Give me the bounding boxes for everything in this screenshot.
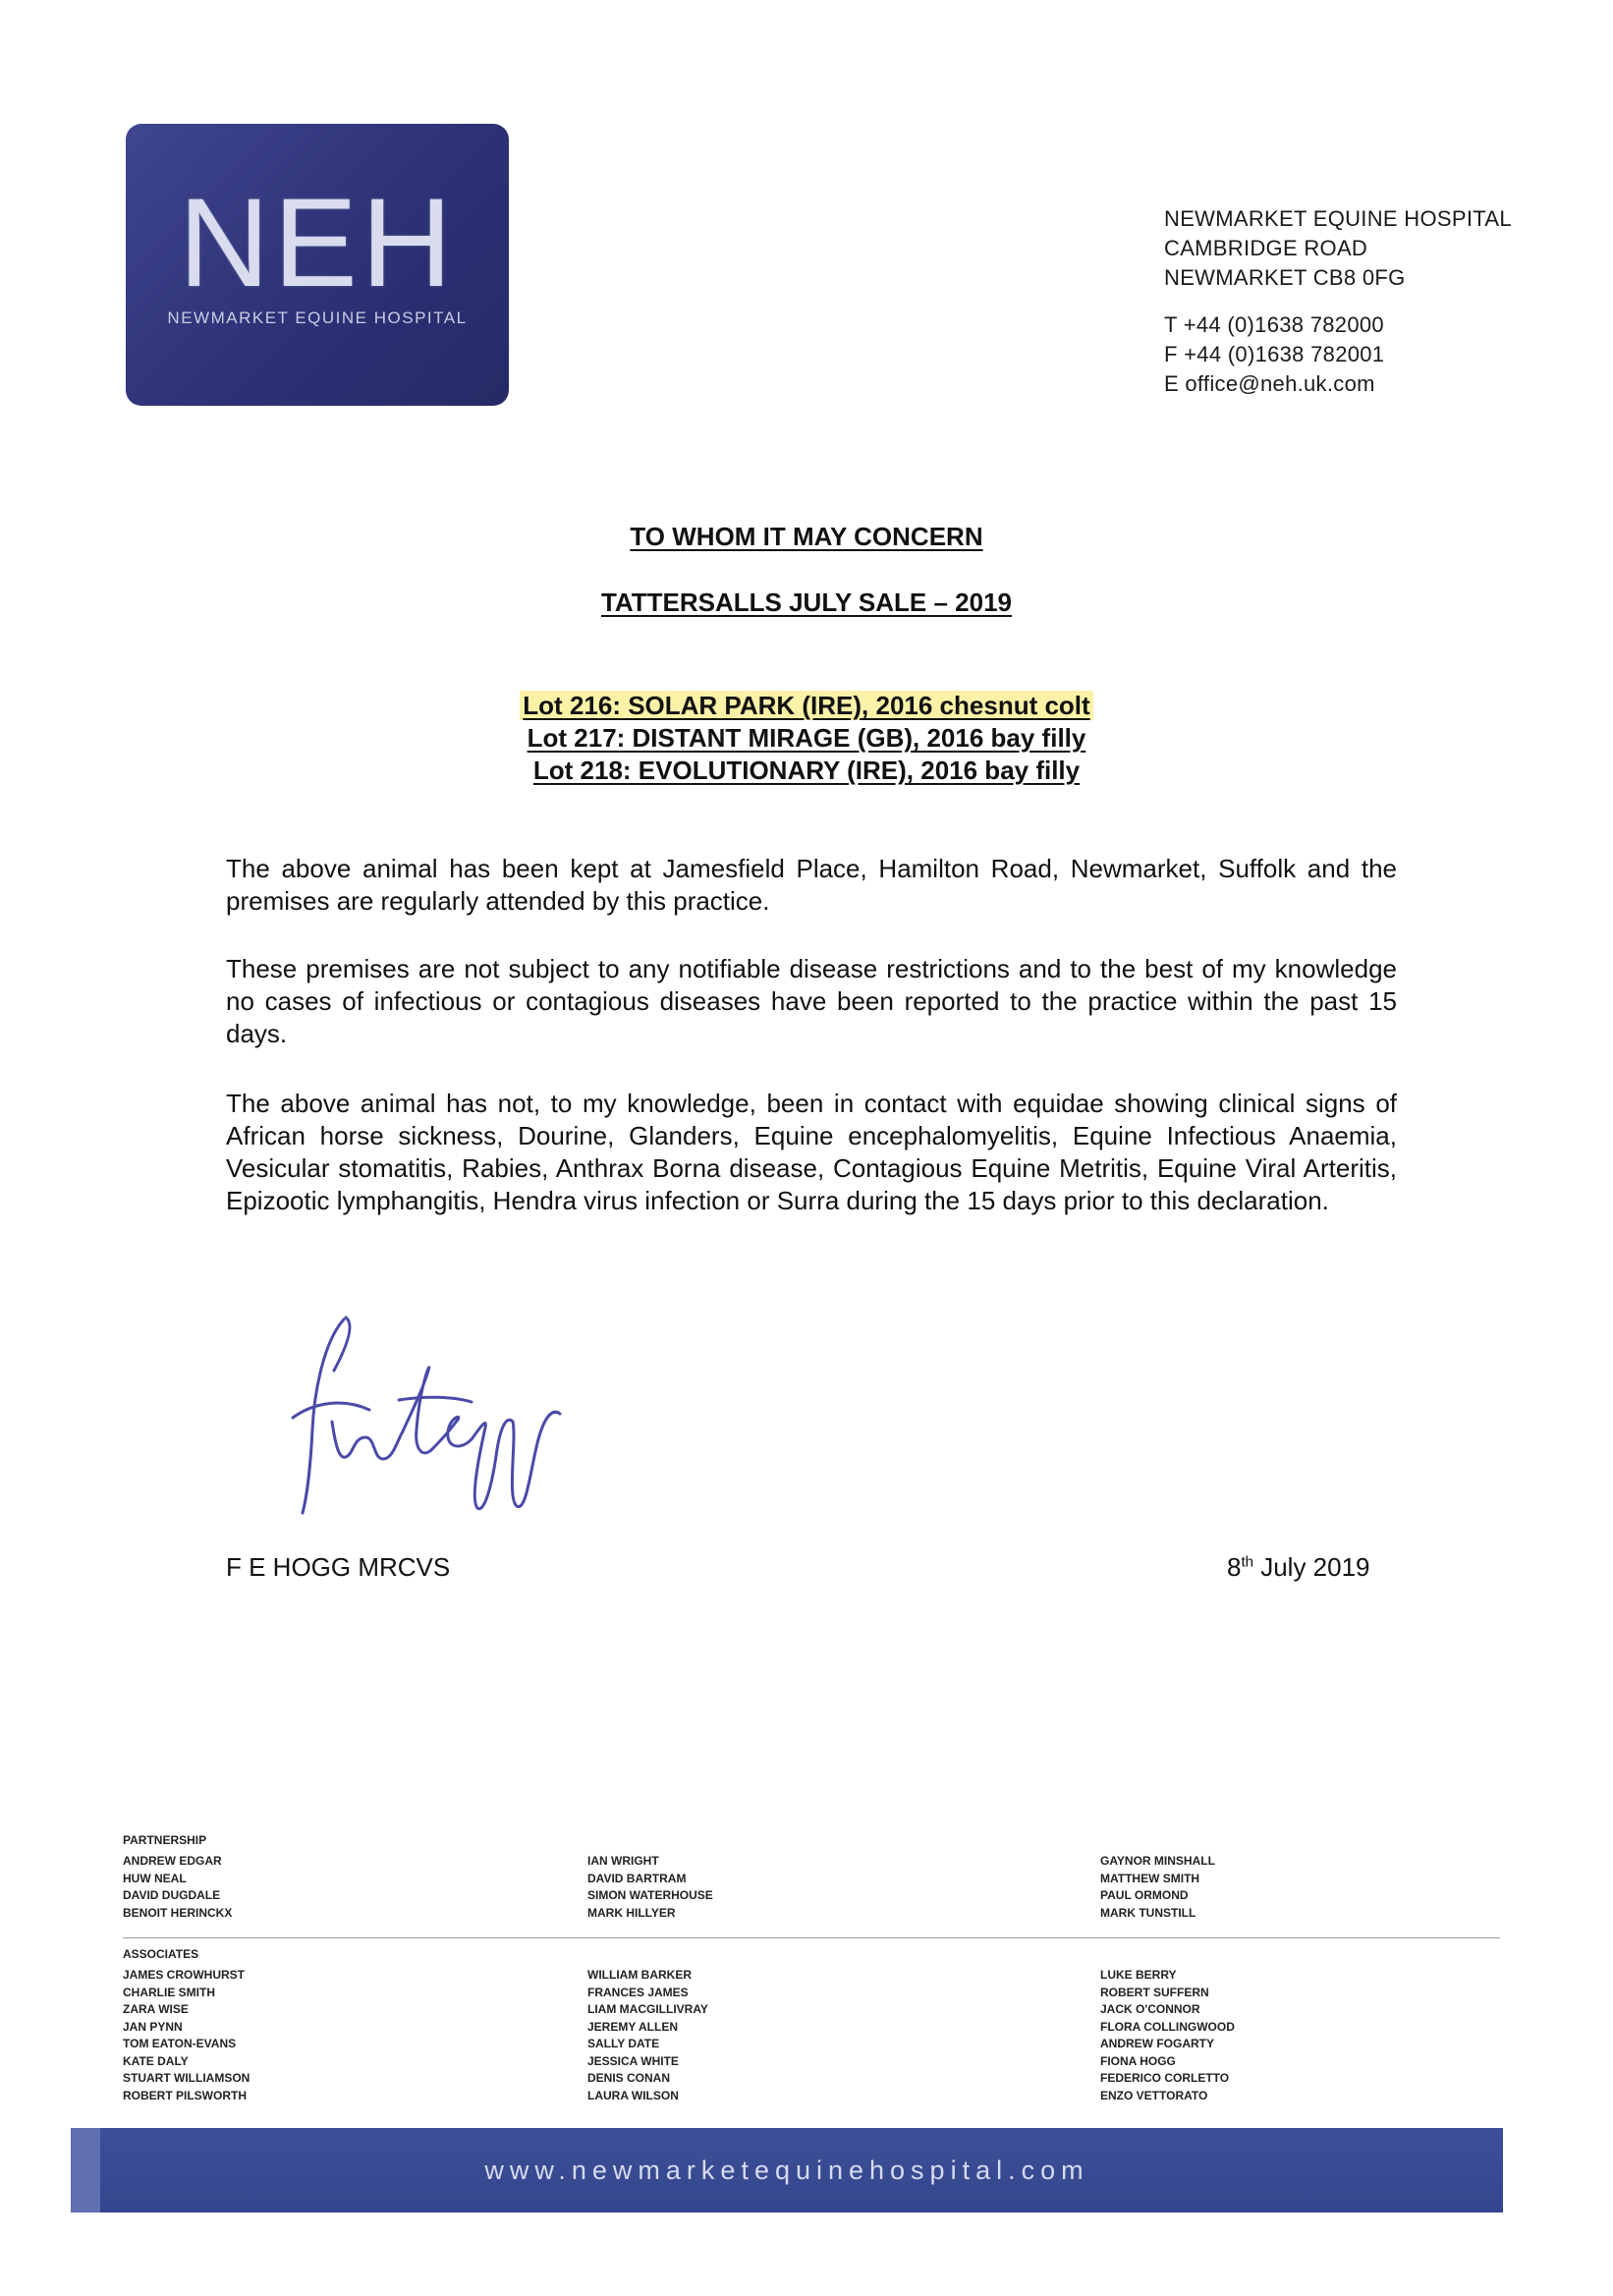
partner-name: MATTHEW SMITH [1100, 1871, 1200, 1885]
partner-name: MARK HILLYER [587, 1905, 676, 1920]
signatory-name: F E HOGG MRCVS [226, 1552, 451, 1582]
partner-name: IAN WRIGHT [587, 1854, 659, 1868]
body-paragraph: These premises are not subject to any notifiable disease restrictions and to the best of my knowledge no cases of infectious or contagious diseases have been reported to the practice within the past 15 days. [226, 954, 1397, 1048]
associate-name: ROBERT PILSWORTH [123, 2088, 247, 2102]
lot-item: Lot 218: EVOLUTIONARY (IRE), 2016 bay filly [532, 756, 1081, 785]
associate-name: CHARLIE SMITH [123, 1985, 215, 1999]
associate-name: ENZO VETTORATO [1100, 2088, 1208, 2102]
phone-number: T +44 (0)1638 782000 [1164, 312, 1384, 337]
associate-name: FIONA HOGG [1100, 2053, 1176, 2068]
associate-name: JESSICA WHITE [587, 2053, 679, 2068]
associate-name: WILLIAM BARKER [587, 1968, 692, 1982]
associate-column [587, 1967, 708, 2104]
lot-item: Lot 216: SOLAR PARK (IRE), 2016 chesnut colt [0, 690, 1613, 722]
partner-name: BENOIT HERINCKX [123, 1905, 233, 1920]
partner-name: SIMON WATERHOUSE [587, 1888, 713, 1902]
neh-logo [126, 124, 509, 406]
address-block [1164, 204, 1512, 399]
partnership-label: PARTNERSHIP [123, 1833, 207, 1847]
partner-name: DAVID BARTRAM [587, 1871, 687, 1885]
body-paragraph: The above animal has been kept at Jamesfield Place, Hamilton Road, Newmarket, Suffolk and the premises are regularly attended by this practice. [226, 854, 1397, 916]
associate-name: STUART WILLIAMSON [123, 2071, 250, 2085]
body-paragraph: The above animal has not, to my knowledge, been in contact with equidae showing clinical signs of African horse sickness, Dourine, Glanders, Equine encephalomyelitis, Equine Infectious Anaemia, Vesicular stomatitis, Rabies, Anthrax Borna disease, Contagious Equine Metritis, Equine Viral Arteritis, Epizootic lymphangitis, Hendra virus infection or Surra during the 15 days prior to this declaration. [226, 1089, 1397, 1215]
associate-name: KATE DALY [123, 2053, 189, 2068]
partner-column [1100, 1853, 1215, 1922]
partner-name: GAYNOR MINSHALL [1100, 1854, 1215, 1868]
partner-name: HUW NEAL [123, 1871, 187, 1885]
associate-name: JACK O'CONNOR [1100, 2002, 1200, 2016]
associate-name: LUKE BERRY [1100, 1968, 1177, 1982]
lot-item: Lot 217: DISTANT MIRAGE (GB), 2016 bay filly [527, 723, 1086, 753]
address-line: NEWMARKET EQUINE HOSPITAL [1164, 206, 1512, 231]
associate-name: LIAM MACGILLIVRAY [587, 2002, 708, 2016]
associate-column [1100, 1967, 1235, 2104]
partner-name: DAVID DUGDALE [123, 1888, 221, 1902]
associate-name: TOM EATON-EVANS [123, 2037, 237, 2050]
address-line: CAMBRIDGE ROAD [1164, 236, 1368, 260]
logo-letters: NEH [178, 173, 457, 313]
partner-column [123, 1853, 232, 1922]
partner-name: PAUL ORMOND [1100, 1888, 1189, 1902]
website-footer-bar [71, 2128, 1503, 2212]
partner-name: MARK TUNSTILL [1100, 1905, 1196, 1920]
associate-name: LAURA WILSON [587, 2088, 679, 2102]
associate-name: SALLY DATE [587, 2037, 660, 2050]
associate-name: ANDREW FOGARTY [1100, 2037, 1214, 2050]
website-link[interactable]: www.newmarketequinehospital.com [484, 2156, 1089, 2185]
footer-divider [123, 1937, 1500, 1938]
email-address: E office@neh.uk.com [1164, 371, 1375, 396]
subject-heading: TATTERSALLS JULY SALE – 2019 [600, 588, 1013, 617]
logo-subtitle: NEWMARKET EQUINE HOSPITAL [167, 308, 468, 327]
associate-name: ROBERT SUFFERN [1100, 1985, 1209, 1999]
partner-column [587, 1853, 713, 1922]
associate-name: DENIS CONAN [587, 2071, 671, 2085]
associate-name: JEREMY ALLEN [587, 2019, 679, 2034]
associate-name: FLORA COLLINGWOOD [1100, 2019, 1235, 2034]
letter-date: 8th July 2019 [1227, 1552, 1370, 1582]
address-line: NEWMARKET CB8 0FG [1164, 265, 1406, 290]
associate-name: JAN PYNN [123, 2019, 183, 2034]
associate-name: ZARA WISE [123, 2002, 189, 2016]
fax-number: F +44 (0)1638 782001 [1164, 342, 1385, 366]
associates-label: ASSOCIATES [123, 1947, 199, 1961]
salutation-heading: TO WHOM IT MAY CONCERN [630, 522, 983, 551]
handwritten-signature [285, 1312, 589, 1518]
associate-name: JAMES CROWHURST [123, 1968, 246, 1982]
partner-name: ANDREW EDGAR [123, 1854, 222, 1868]
associate-name: FEDERICO CORLETTO [1100, 2071, 1230, 2085]
associate-column [123, 1967, 250, 2104]
associate-name: FRANCES JAMES [587, 1985, 689, 1999]
lot-list [0, 690, 1613, 787]
